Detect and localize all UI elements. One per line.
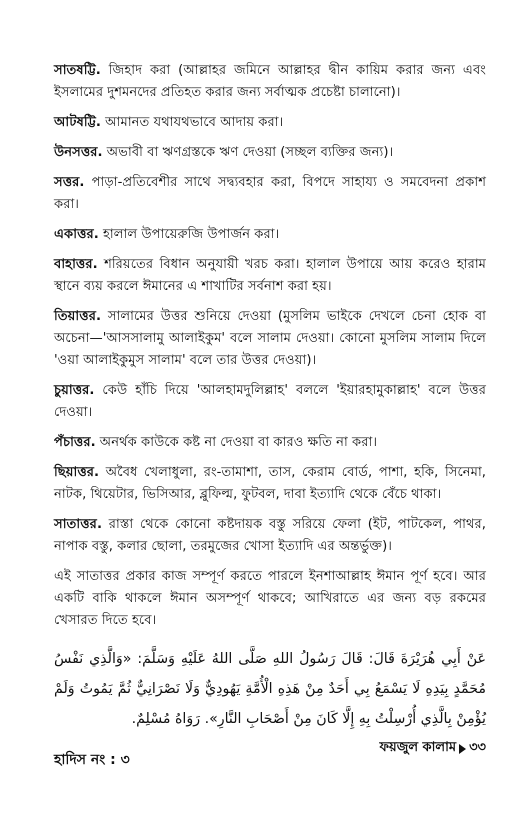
page-body: [54, 60, 486, 772]
branch-item: [54, 306, 486, 372]
branch-description: অভাবী বা ঋণগ্রস্তকে ঋণ দেওয়া (সচ্ছল ব্যক্তির জন্য)।: [102, 145, 394, 160]
hadith-number-heading: হাদিস নং : ৩: [54, 752, 130, 768]
branch-description: পাড়া-প্রতিবেশীর সাথে সদ্ব্যবহার করা, বিপদে সাহায্য ও সমবেদনা প্রকাশ করা।: [54, 175, 486, 212]
branch-description: হালাল উপায়েরুজি উপার্জন করা।: [98, 227, 280, 242]
branch-item: [54, 254, 486, 298]
arabic-hadith-text: عَنْ أَبِي هُرَيْرَةَ قَالَ: قَالَ رَسُولُ اللهِ صَلَّى اللهُ عَلَيْهِ وَسَلَّمَ: «وَالَّذِي نَفْسُ مُحَمَّدٍ بِيَدِهِ لَا يَسْمَعُ بِي أَحَدٌ مِنْ هَذِهِ الْأُمَّةِ يَهُودِيٌّ وَلَا نَصْرَانِيٌّ ثُمَّ يَمُوتُ وَلَمْ يُؤْمِنْ بِالَّذِي أُرْسِلْتُ بِهِ إِلَّا كَانَ مِنْ أَصْحَابِ النَّارِ». رَوَاهُ مُسْلِمٌ.: [54, 651, 486, 727]
closing-paragraph: এই সাতাত্তর প্রকার কাজ সম্পূর্ণ করতে পারলে ইনশাআল্লাহ ঈমান পূর্ণ হবে। আর একটি বাকি থাকলে ঈমান অসম্পূর্ণ থাকবে; আখিরাতে এর জন্য বড় রকমের খেসারত দিতে হবে।: [54, 569, 486, 628]
branch-number-label: সাতাত্তর.: [54, 517, 102, 532]
branch-list: [54, 60, 486, 558]
branch-item: [54, 60, 486, 104]
branch-item: [54, 462, 486, 506]
branch-number-label: সাতষট্টি.: [54, 63, 101, 78]
branch-item: [54, 224, 486, 246]
branch-number-label: আটষট্টি.: [54, 115, 101, 130]
branch-number-label: চুয়াত্তর.: [54, 383, 95, 398]
branch-item: [54, 380, 486, 424]
branch-description: রাস্তা থেকে কোনো কষ্টদায়ক বস্তু সরিয়ে ফেলা (ইট, পাটকেল, পাথর, নাপাক বস্তু, কলার ছোলা, তরমুজের খোসা ইত্যাদি এর অন্তর্ভুক্ত)।: [54, 517, 486, 554]
branch-description: অবৈধ খেলাধুলা, রং-তামাশা, তাস, কেরাম বোর্ড, পাশা, হকি, সিনেমা, নাটক, থিয়েটার, ভিসিআর, ব্লুফিল্ম, ফুটবল, দাবা ইত্যাদি থেকে বেঁচে থাকা।: [54, 465, 486, 502]
branch-number-label: একাত্তর.: [54, 227, 99, 242]
branch-item: [54, 112, 486, 134]
branch-item: [54, 172, 486, 216]
page-footer: [380, 738, 486, 759]
branch-number-label: তিয়াত্তর.: [54, 309, 101, 324]
branch-number-label: বাহাত্তর.: [54, 257, 98, 272]
branch-number-label: পঁচাত্তর.: [54, 435, 96, 450]
branch-description: শরিয়তের বিধান অনুযায়ী খরচ করা। হালাল উপায়ে আয় করেও হারাম স্থানে ব্যয় করলে ঈমানের এ শাখাটির সর্বনাশ করা হয়।: [54, 257, 486, 294]
arrow-right-icon: [459, 744, 466, 754]
branch-number-label: উনসত্তর.: [54, 145, 103, 160]
branch-description: সালামের উত্তর শুনিয়ে দেওয়া (মুসলিম ভাইকে দেখলে চেনা হোক বা অচেনা—'আসসালামু আলাইকুম' বলে সালাম দেওয়া। কোনো মুসলিম সালাম দিলে 'ওয়া আলাইকুমুস সালাম' বলে তার উত্তর দেওয়া)।: [54, 309, 486, 368]
branch-item: [54, 514, 486, 558]
branch-item: [54, 142, 486, 164]
branch-number-label: সত্তর.: [54, 175, 85, 190]
branch-description: জিহাদ করা (আল্লাহর জমিনে আল্লাহর দ্বীন কায়িম করার জন্য এবং ইসলামের দুশমনদের প্রতিহত করার জন্য সর্বাত্মক প্রচেষ্টা চালানো)।: [54, 63, 486, 100]
branch-number-label: ছিয়াত্তর.: [54, 465, 100, 480]
branch-description: অনর্থক কাউকে কষ্ট না দেওয়া বা কারও ক্ষতি না করা।: [95, 435, 378, 450]
branch-item: [54, 432, 486, 454]
branch-description: কেউ হাঁচি দিয়ে 'আলহামদুলিল্লাহ' বললে 'ইয়ারহামুকাল্লাহ' বলে উত্তর দেওয়া।: [54, 383, 486, 420]
page-number: ৩৩: [469, 740, 486, 755]
branch-description: আমানত যথাযথভাবে আদায় করা।: [100, 115, 284, 130]
book-title: ফয়জুল কালাম: [379, 740, 457, 755]
